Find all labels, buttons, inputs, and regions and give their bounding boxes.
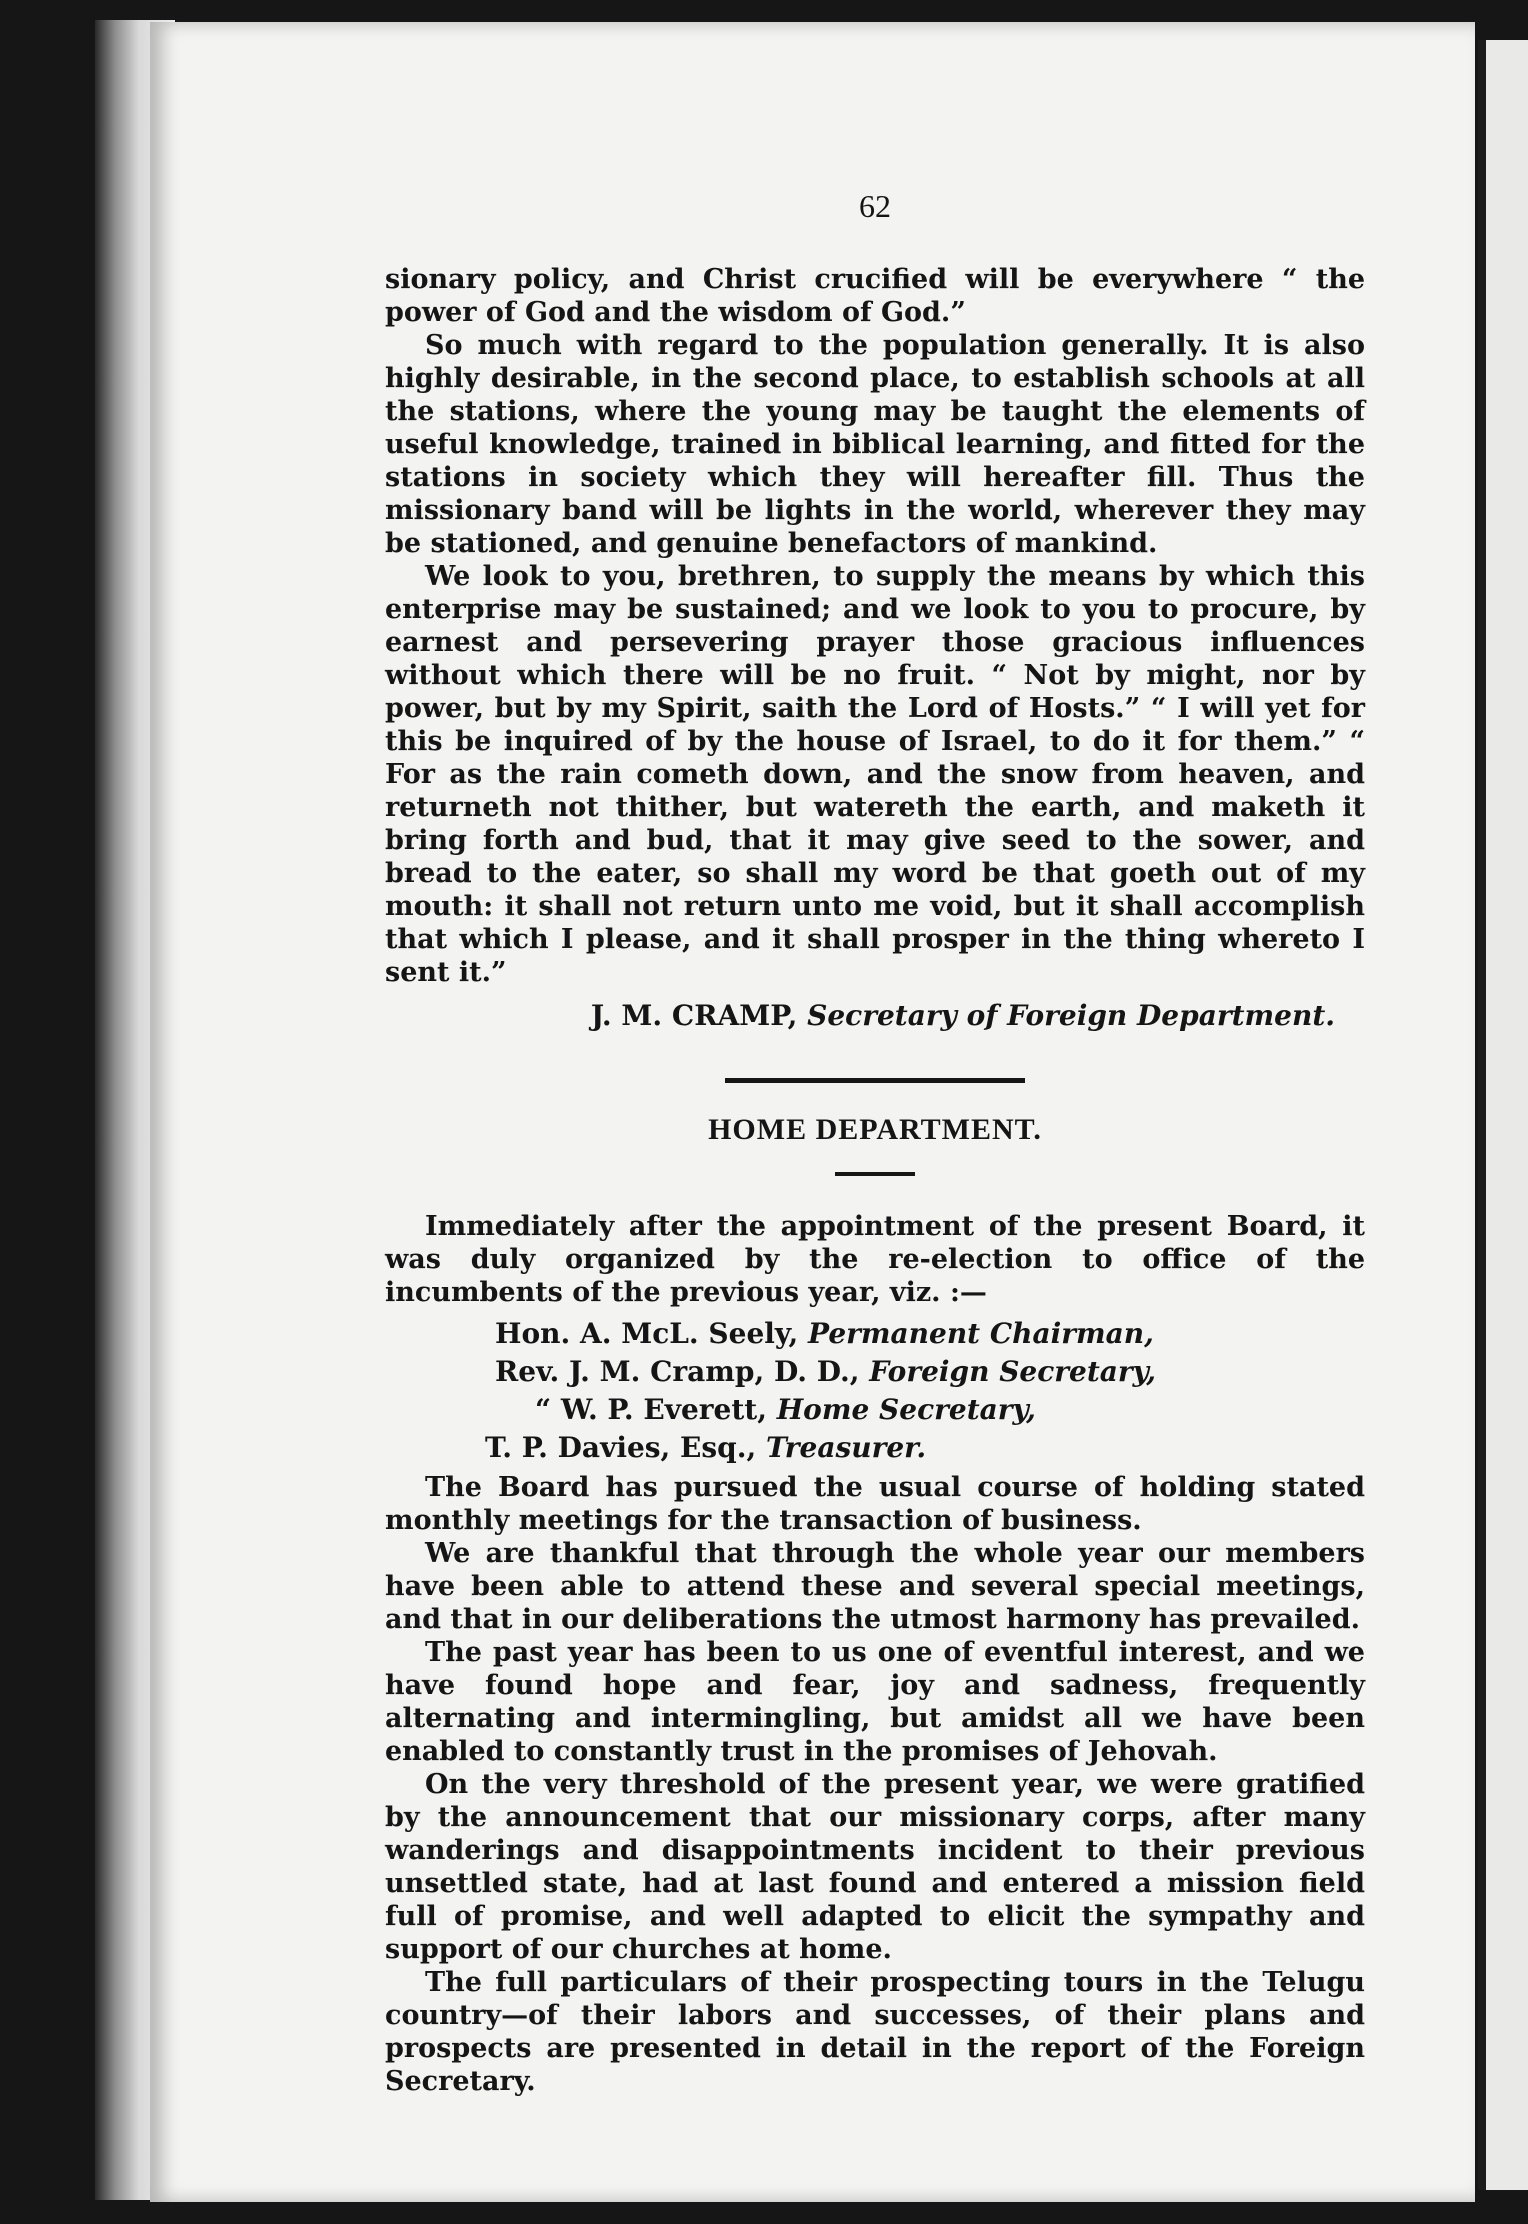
- page-number: 62: [859, 188, 891, 224]
- page-content: [385, 190, 1365, 2098]
- officer-title: Treasurer.: [765, 1431, 927, 1464]
- home-department-heading: HOME DEPARTMENT.: [708, 1113, 1042, 1146]
- heading-underline: [835, 1172, 915, 1176]
- home-paragraph-5: The full particulars of their prospecting tours in the Telugu country—of their labors and successes, of their plans and prospects are presented in detail in the report of the Foreign Secretary.: [385, 1967, 1365, 2097]
- signature-role: Secretary of Foreign Department.: [807, 999, 1335, 1032]
- officer-name: Rev. J. M. Cramp, D. D.,: [495, 1355, 860, 1388]
- officer-entry: [385, 1353, 1365, 1391]
- facing-page-edge: [1478, 40, 1528, 2190]
- officer-name: Hon. A. McL. Seely,: [495, 1317, 799, 1350]
- home-paragraph-2: We are thankful that through the whole year our members have been able to attend these and several special meetings, and that in our deliberations the utmost harmony has prevailed.: [385, 1538, 1365, 1635]
- officer-title: Foreign Secretary,: [869, 1355, 1157, 1388]
- signature-line: [385, 999, 1335, 1032]
- section-divider: [725, 1078, 1025, 1083]
- home-intro-paragraph: Immediately after the appointment of the present Board, it was duly organized by the re-election to office of the incumbents of the previous year, viz. :—: [385, 1211, 1365, 1308]
- officer-name: T. P. Davies, Esq.,: [485, 1431, 757, 1464]
- officer-name: “ W. P. Everett,: [535, 1393, 767, 1426]
- officer-entry: [385, 1391, 1365, 1429]
- signature-name: J. M. CRAMP,: [590, 999, 798, 1032]
- officer-entry: [385, 1315, 1365, 1353]
- home-paragraph-1: The Board has pursued the usual course of holding stated monthly meetings for the transaction of business.: [385, 1472, 1365, 1536]
- officer-title: Home Secretary,: [776, 1393, 1036, 1426]
- foreign-paragraph-1: sionary policy, and Christ crucified will be everywhere “ the power of God and the wisdom of God.”: [385, 264, 1365, 328]
- officer-entry: [385, 1429, 1365, 1467]
- foreign-paragraph-2: So much with regard to the population generally. It is also highly desirable, in the second place, to establish schools at all the stations, where the young may be taught the elements of useful knowledge, trained in biblical learning, and fitted for the stations in society which they will hereafter fill. Thus the missionary band will be lights in the world, wherever they may be stationed, and genuine benefactors of mankind.: [385, 330, 1365, 559]
- home-paragraph-4: On the very threshold of the present year, we were gratified by the announcement that our missionary corps, after many wanderings and disappointments incident to their previous unsettled state, had at last found and entered a mission field full of promise, and well adapted to elicit the sympathy and support of our churches at home.: [385, 1769, 1365, 1965]
- officer-list: [385, 1315, 1365, 1467]
- officer-title: Permanent Chairman,: [808, 1317, 1154, 1350]
- foreign-paragraph-3: We look to you, brethren, to supply the means by which this enterprise may be sustained; and we look to you to procure, by earnest and persevering prayer those gracious influences without which there will be no fruit. “ Not by might, nor by power, but by my Spirit, saith the Lord of Hosts.” “ I will yet for this be inquired of by the house of Israel, to do it for them.” “ For as the rain cometh down, and the snow from heaven, and returneth not thither, but watereth the earth, and maketh it bring forth and bud, that it may give seed to the sower, and bread to the eater, so shall my word be that goeth out of my mouth: it shall not return unto me void, but it shall accomplish that which I please, and it shall prosper in the thing whereto I sent it.”: [385, 561, 1365, 988]
- home-paragraph-3: The past year has been to us one of eventful interest, and we have found hope and fear, joy and sadness, frequently alternating and intermingling, but amidst all we have been enabled to constantly trust in the promises of Jehovah.: [385, 1637, 1365, 1767]
